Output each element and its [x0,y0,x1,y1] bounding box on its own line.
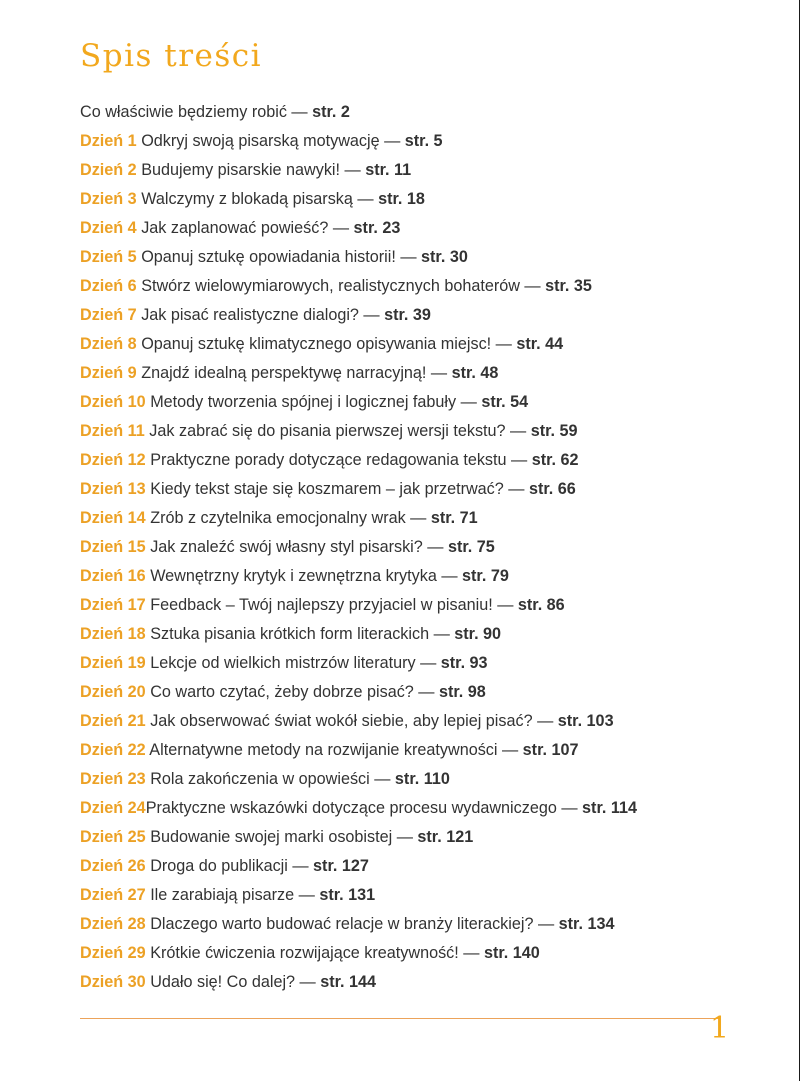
toc-entry-day: Dzień 20 [80,683,146,701]
toc-entry-page: str. 39 [384,306,431,324]
toc-entry-day: Dzień 9 [80,364,137,382]
toc-entry[interactable] [80,156,780,185]
toc-entry-title: Budowanie swojej marki osobistej — [150,828,413,846]
toc-entry[interactable] [80,417,780,446]
toc-entry-page: str. 30 [421,248,468,266]
toc-entry[interactable] [80,852,780,881]
toc-entry[interactable] [80,939,780,968]
toc-entry-title: Co właściwie będziemy robić — [80,103,308,121]
toc-entry-title: Rola zakończenia w opowieści — [150,770,391,788]
toc-entry-title: Co warto czytać, żeby dobrze pisać? — [150,683,435,701]
toc-entry-page: str. 127 [313,857,369,875]
toc-entry-page: str. 93 [440,654,488,672]
toc-entry-title: Odkryj swoją pisarską motywację — [141,132,401,150]
toc-entry-day: Dzień 26 [80,857,146,875]
toc-entry[interactable] [80,475,780,504]
toc-entry[interactable] [80,620,780,649]
toc-entry-day: Dzień 11 [80,422,145,440]
toc-entry-day: Dzień 5 [80,248,137,266]
toc-entry[interactable] [80,823,780,852]
toc-entry-page: str. 134 [558,915,615,933]
toc-entry[interactable] [80,446,780,475]
toc-entry-page: str. 62 [531,451,579,469]
toc-entry-page: str. 11 [365,161,412,179]
toc-entry-page: str. 86 [517,596,565,614]
toc-entry-title: Praktyczne wskazówki dotyczące procesu wydawniczego — [145,799,578,817]
toc-entry[interactable] [80,736,780,765]
toc-entry-page: str. 131 [319,886,376,904]
toc-entry-title: Praktyczne porady dotyczące redagowania tekstu — [150,451,528,469]
page-title: Spis treści [80,38,263,74]
toc-entry[interactable] [80,98,780,127]
toc-entry-day: Dzień 10 [80,393,146,411]
toc-entry-day: Dzień 4 [80,219,137,237]
toc-entry[interactable] [80,881,780,910]
toc-entry-day: Dzień 17 [80,596,146,614]
toc-entry-page: str. 44 [516,335,564,353]
toc-entry-page: str. 66 [528,480,576,498]
toc-entry-page: str. 103 [557,712,614,730]
toc-entry-day: Dzień 18 [80,625,146,643]
toc-entry-title: Kiedy tekst staje się koszmarem – jak przetrwać? — [150,480,525,498]
toc-entry-title: Opanuj sztukę klimatycznego opisywania miejsc! — [141,335,512,353]
toc-entry-title: Znajdź idealną perspektywę narracyjną! — [141,364,448,382]
toc-entry-day: Dzień 24 [80,799,146,817]
toc-entry-title: Feedback – Twój najlepszy przyjaciel w pisaniu! — [150,596,514,614]
toc-entry-day: Dzień 3 [80,190,137,208]
toc-entry-title: Jak znaleźć swój własny styl pisarski? — [150,538,444,556]
toc-entry[interactable] [80,127,780,156]
toc-entry[interactable] [80,214,780,243]
toc-entry[interactable] [80,910,780,939]
toc-entry-title: Ile zarabiają pisarze — [150,886,315,904]
toc-entry[interactable] [80,359,780,388]
toc-entry[interactable] [80,185,780,214]
toc-entry-page: str. 140 [483,944,540,962]
toc-entry-day: Dzień 28 [80,915,146,933]
toc-entry-day: Dzień 21 [80,712,146,730]
toc-entry-page: str. 107 [522,741,579,759]
toc-entry-day: Dzień 14 [80,509,146,527]
toc-entry-page: str. 144 [320,973,377,991]
toc-entry-page: str. 35 [545,277,592,295]
table-of-contents [80,98,780,997]
toc-entry-title: Jak obserwować świat wokół siebie, aby lepiej pisać? — [150,712,554,730]
toc-entry-day: Dzień 13 [80,480,146,498]
footer-divider [80,1018,720,1019]
toc-entry[interactable] [80,707,780,736]
toc-entry-page: str. 23 [353,219,401,237]
toc-entry[interactable] [80,243,780,272]
toc-entry-page: str. 5 [404,132,443,150]
toc-entry-day: Dzień 16 [80,567,146,585]
toc-entry-title: Udało się! Co dalej? — [150,973,316,991]
toc-entry-day: Dzień 19 [80,654,146,672]
toc-entry-day: Dzień 8 [80,335,137,353]
toc-entry-page: str. 79 [462,567,509,585]
toc-entry-title: Jak pisać realistyczne dialogi? — [141,306,380,324]
toc-entry[interactable] [80,301,780,330]
toc-entry-title: Alternatywne metody na rozwijanie kreatywności — [149,741,519,759]
toc-entry-page: str. 110 [394,770,450,788]
page-number: 1 [710,1011,730,1046]
toc-entry-page: str. 71 [430,509,478,527]
toc-entry-page: str. 18 [378,190,425,208]
toc-entry-page: str. 59 [530,422,578,440]
toc-entry-day: Dzień 15 [80,538,146,556]
toc-entry-day: Dzień 25 [80,828,146,846]
toc-entry-day: Dzień 23 [80,770,146,788]
toc-entry-page: str. 114 [582,799,637,817]
toc-entry[interactable] [80,504,780,533]
toc-entry-title: Budujemy pisarskie nawyki! — [141,161,361,179]
toc-entry-title: Droga do publikacji — [150,857,309,875]
toc-entry-title: Wewnętrzny krytyk i zewnętrzna krytyka — [150,567,458,585]
toc-entry[interactable] [80,533,780,562]
toc-entry-title: Stwórz wielowymiarowych, realistycznych bohaterów — [141,277,541,295]
toc-entry[interactable] [80,272,780,301]
toc-entry-title: Zrób z czytelnika emocjonalny wrak — [150,509,427,527]
toc-entry-day: Dzień 1 [80,132,137,150]
toc-entry-day: Dzień 2 [80,161,137,179]
toc-entry-day: Dzień 27 [80,886,146,904]
toc-entry-title: Opanuj sztukę opowiadania historii! — [141,248,417,266]
toc-entry[interactable] [80,678,780,707]
toc-entry-page: str. 90 [454,625,502,643]
toc-entry[interactable] [80,649,780,678]
toc-entry-title: Sztuka pisania krótkich form literackich — [150,625,450,643]
toc-entry-page: str. 121 [417,828,474,846]
toc-entry-page: str. 54 [481,393,529,411]
toc-entry-page: str. 48 [451,364,499,382]
toc-entry[interactable] [80,330,780,359]
toc-entry-day: Dzień 29 [80,944,146,962]
toc-entry[interactable] [80,591,780,620]
toc-entry[interactable] [80,794,780,823]
toc-entry-day: Dzień 30 [80,973,146,991]
toc-entry[interactable] [80,562,780,591]
toc-entry-title: Lekcje od wielkich mistrzów literatury — [150,654,437,672]
toc-entry-page: str. 2 [312,103,350,121]
toc-entry-page: str. 75 [447,538,495,556]
toc-entry-title: Walczymy z blokadą pisarską — [141,190,374,208]
toc-entry-title: Jak zaplanować powieść? — [141,219,350,237]
toc-entry-title: Metody tworzenia spójnej i logicznej fabuły — [150,393,477,411]
toc-entry-title: Krótkie ćwiczenia rozwijające kreatywność! — [150,944,480,962]
toc-entry-title: Dlaczego warto budować relacje w branży literackiej? — [150,915,555,933]
toc-entry[interactable] [80,968,780,997]
toc-entry-day: Dzień 12 [80,451,146,469]
toc-entry-day: Dzień 6 [80,277,137,295]
toc-entry-title: Jak zabrać się do pisania pierwszej wersji tekstu? — [149,422,527,440]
toc-entry[interactable] [80,388,780,417]
toc-entry-day: Dzień 7 [80,306,137,324]
toc-entry-page: str. 98 [439,683,486,701]
toc-entry[interactable] [80,765,780,794]
toc-entry-day: Dzień 22 [80,741,146,759]
